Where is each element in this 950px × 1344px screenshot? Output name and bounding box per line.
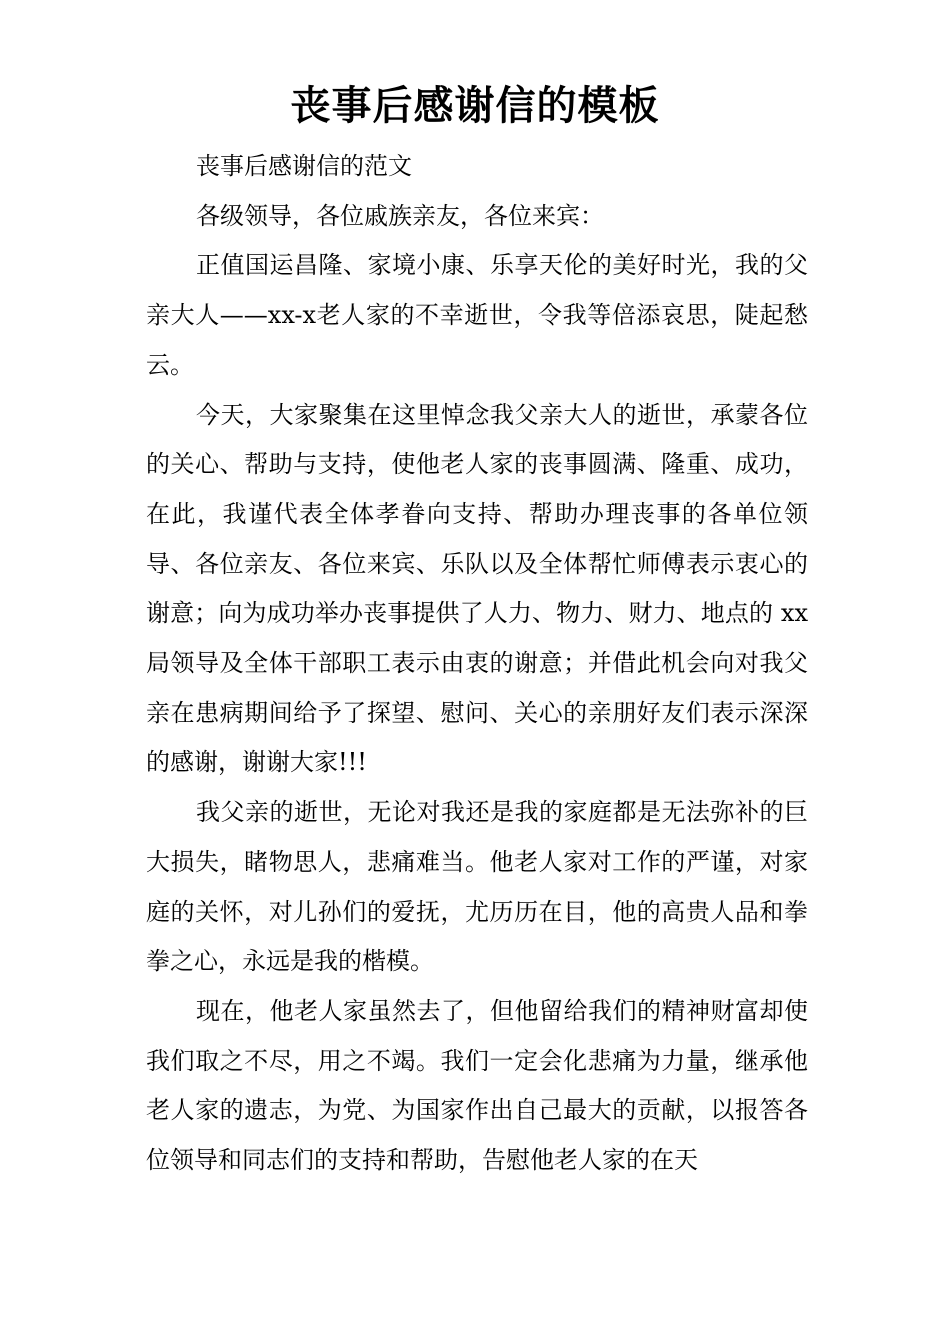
paragraph-salutation: 各级领导，各位戚族亲友，各位来宾： (196, 201, 604, 230)
paragraph-4: 现在，他老人家虽然去了，但他留给我们的精神财富却使我们取之不尽，用之不竭。我们一定会化悲痛为力量，继承他老人家的遗志，为党、为国家作出自己最大的贡献，以报答各位领导和同志们的支持和帮助，告慰他老人家的在天 (146, 996, 808, 1175)
paragraph-3: 我父亲的逝世，无论对我还是我的家庭都是无法弥补的巨大损失，睹物思人，悲痛难当。他老人家对工作的严谨，对家庭的关怀，对儿孙们的爱抚，尤历历在目，他的高贵人品和拳拳之心，永远是我的楷模。 (146, 798, 808, 976)
paragraph-1: 正值国运昌隆、家境小康、乐享天伦的美好时光，我的父亲大人——xx-x老人家的不幸逝世，令我等倍添哀思，陡起愁云。 (146, 251, 808, 379)
paragraph-2: 今天，大家聚集在这里悼念我父亲大人的逝世，承蒙各位的关心、帮助与支持，使他老人家的丧事圆满、隆重、成功，在此，我谨代表全体孝眷向支持、帮助办理丧事的各单位领导、各位亲友、各位来宾、乐队以及全体帮忙师傅表示衷心的谢意；向为成功举办丧事提供了人力、物力、财力、地点的 xx 局领导及全体干部职工表示由衷的谢意；并借此机会向对我父亲在患病期间给予了探望、慰问、关心的亲朋好友们表示深深的感谢，谢谢大家!!! (146, 400, 808, 777)
document-title: 丧事后感谢信的模板 (290, 83, 660, 129)
paragraph-subtitle: 丧事后感谢信的范文 (196, 152, 412, 180)
document-body (146, 142, 808, 1186)
